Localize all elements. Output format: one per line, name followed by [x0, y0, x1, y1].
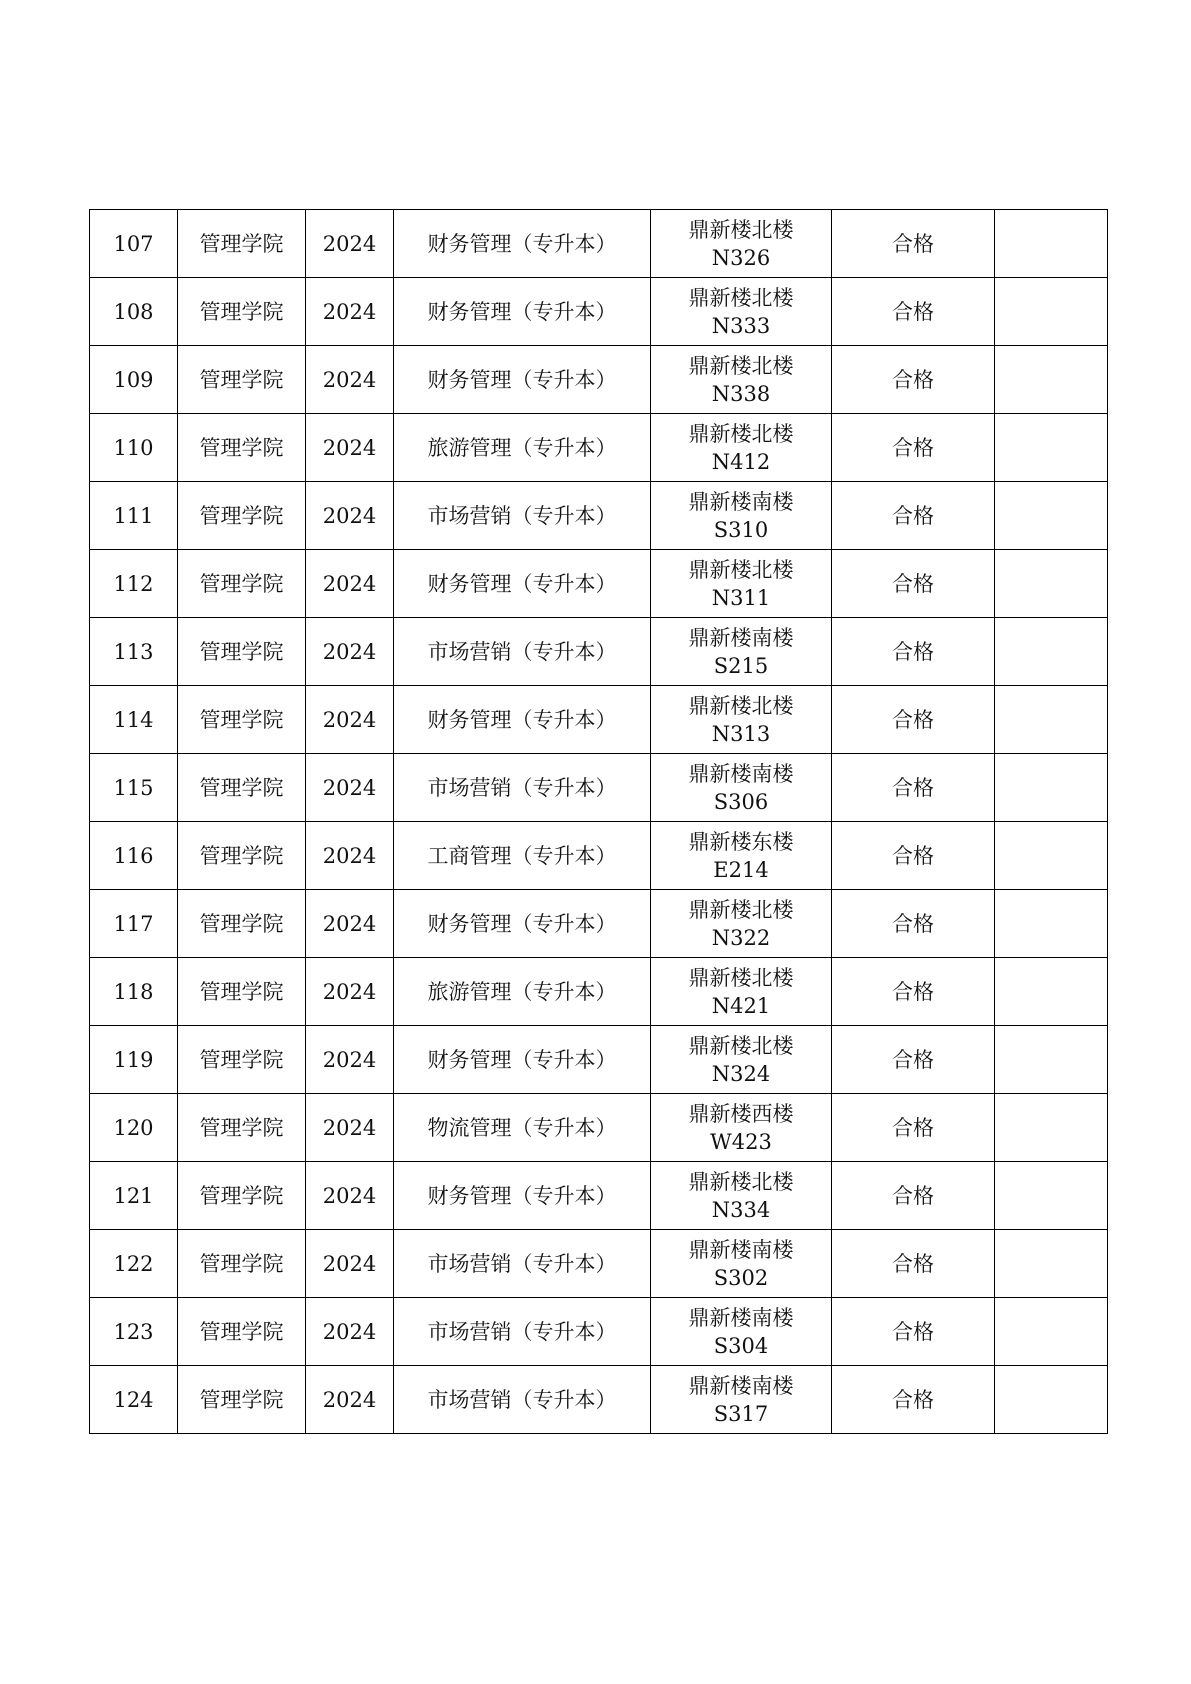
result-cell: 合格 — [832, 278, 995, 346]
college-cell: 管理学院 — [178, 958, 306, 1026]
year-cell: 2024 — [306, 210, 394, 278]
inspection-table — [89, 209, 1108, 1434]
college-cell: 管理学院 — [178, 686, 306, 754]
college-cell: 管理学院 — [178, 1162, 306, 1230]
result-cell: 合格 — [832, 890, 995, 958]
remark-cell — [995, 1230, 1108, 1298]
result-cell: 合格 — [832, 550, 995, 618]
major-cell: 市场营销（专升本） — [394, 618, 651, 686]
room-cell — [651, 482, 832, 550]
major-cell: 财务管理（专升本） — [394, 550, 651, 618]
room-number: S310 — [713, 517, 769, 542]
remark-cell — [995, 1026, 1108, 1094]
room-number: N313 — [711, 721, 771, 746]
remark-cell — [995, 958, 1108, 1026]
result-cell: 合格 — [832, 754, 995, 822]
table-row — [90, 890, 1108, 958]
year-cell: 2024 — [306, 346, 394, 414]
room-cell — [651, 890, 832, 958]
room-cell — [651, 1366, 832, 1434]
row-number-cell: 107 — [90, 210, 178, 278]
major-cell: 财务管理（专升本） — [394, 1026, 651, 1094]
result-cell: 合格 — [832, 414, 995, 482]
building-name: 鼎新楼北楼 — [688, 693, 794, 718]
room-cell — [651, 1094, 832, 1162]
building-name: 鼎新楼北楼 — [688, 353, 794, 378]
room-cell — [651, 550, 832, 618]
room-number: N421 — [711, 993, 771, 1018]
table-row — [90, 1094, 1108, 1162]
building-name: 鼎新楼南楼 — [688, 625, 794, 650]
college-cell: 管理学院 — [178, 754, 306, 822]
room-number: N334 — [711, 1197, 771, 1222]
college-cell: 管理学院 — [178, 1298, 306, 1366]
year-cell: 2024 — [306, 482, 394, 550]
room-cell — [651, 1298, 832, 1366]
building-name: 鼎新楼东楼 — [688, 829, 794, 854]
college-cell: 管理学院 — [178, 550, 306, 618]
room-number: N326 — [711, 245, 771, 270]
row-number-cell: 111 — [90, 482, 178, 550]
room-cell — [651, 1230, 832, 1298]
row-number-cell: 124 — [90, 1366, 178, 1434]
result-cell: 合格 — [832, 822, 995, 890]
major-cell: 市场营销（专升本） — [394, 1230, 651, 1298]
result-cell: 合格 — [832, 958, 995, 1026]
table-row — [90, 686, 1108, 754]
row-number-cell: 118 — [90, 958, 178, 1026]
room-cell — [651, 822, 832, 890]
remark-cell — [995, 210, 1108, 278]
table-row — [90, 414, 1108, 482]
table-row — [90, 346, 1108, 414]
major-cell: 财务管理（专升本） — [394, 346, 651, 414]
major-cell: 市场营销（专升本） — [394, 1366, 651, 1434]
building-name: 鼎新楼南楼 — [688, 1373, 794, 1398]
remark-cell — [995, 1366, 1108, 1434]
year-cell: 2024 — [306, 1298, 394, 1366]
table-row — [90, 822, 1108, 890]
remark-cell — [995, 1162, 1108, 1230]
room-number: N324 — [711, 1061, 771, 1086]
table-row — [90, 754, 1108, 822]
college-cell: 管理学院 — [178, 1366, 306, 1434]
year-cell: 2024 — [306, 754, 394, 822]
row-number-cell: 108 — [90, 278, 178, 346]
row-number-cell: 121 — [90, 1162, 178, 1230]
major-cell: 市场营销（专升本） — [394, 754, 651, 822]
major-cell: 旅游管理（专升本） — [394, 958, 651, 1026]
building-name: 鼎新楼南楼 — [688, 489, 794, 514]
remark-cell — [995, 686, 1108, 754]
room-number: S304 — [713, 1333, 769, 1358]
major-cell: 旅游管理（专升本） — [394, 414, 651, 482]
remark-cell — [995, 550, 1108, 618]
building-name: 鼎新楼南楼 — [688, 1305, 794, 1330]
room-cell — [651, 754, 832, 822]
row-number-cell: 117 — [90, 890, 178, 958]
table-row — [90, 210, 1108, 278]
building-name: 鼎新楼北楼 — [688, 285, 794, 310]
college-cell: 管理学院 — [178, 618, 306, 686]
table-row — [90, 278, 1108, 346]
college-cell: 管理学院 — [178, 822, 306, 890]
row-number-cell: 109 — [90, 346, 178, 414]
college-cell: 管理学院 — [178, 1026, 306, 1094]
result-cell: 合格 — [832, 482, 995, 550]
major-cell: 财务管理（专升本） — [394, 278, 651, 346]
table-body — [90, 210, 1108, 1434]
building-name: 鼎新楼南楼 — [688, 761, 794, 786]
remark-cell — [995, 618, 1108, 686]
room-number: W423 — [710, 1129, 772, 1154]
result-cell: 合格 — [832, 1026, 995, 1094]
building-name: 鼎新楼北楼 — [688, 421, 794, 446]
room-number: S306 — [713, 789, 769, 814]
result-cell: 合格 — [832, 618, 995, 686]
row-number-cell: 119 — [90, 1026, 178, 1094]
room-cell — [651, 686, 832, 754]
table-row — [90, 1230, 1108, 1298]
college-cell: 管理学院 — [178, 414, 306, 482]
row-number-cell: 120 — [90, 1094, 178, 1162]
college-cell: 管理学院 — [178, 482, 306, 550]
table-row — [90, 618, 1108, 686]
remark-cell — [995, 754, 1108, 822]
remark-cell — [995, 346, 1108, 414]
table-row — [90, 1162, 1108, 1230]
row-number-cell: 123 — [90, 1298, 178, 1366]
room-number: S215 — [713, 653, 769, 678]
major-cell: 财务管理（专升本） — [394, 210, 651, 278]
major-cell: 物流管理（专升本） — [394, 1094, 651, 1162]
row-number-cell: 112 — [90, 550, 178, 618]
year-cell: 2024 — [306, 278, 394, 346]
remark-cell — [995, 1094, 1108, 1162]
row-number-cell: 110 — [90, 414, 178, 482]
room-number: S302 — [713, 1265, 769, 1290]
building-name: 鼎新楼北楼 — [688, 1169, 794, 1194]
year-cell: 2024 — [306, 686, 394, 754]
room-number: N311 — [711, 585, 771, 610]
table-row — [90, 550, 1108, 618]
building-name: 鼎新楼北楼 — [688, 897, 794, 922]
table-row — [90, 482, 1108, 550]
year-cell: 2024 — [306, 958, 394, 1026]
remark-cell — [995, 1298, 1108, 1366]
result-cell: 合格 — [832, 686, 995, 754]
college-cell: 管理学院 — [178, 1230, 306, 1298]
room-number: N333 — [711, 313, 771, 338]
major-cell: 市场营销（专升本） — [394, 482, 651, 550]
year-cell: 2024 — [306, 618, 394, 686]
room-number: E214 — [713, 857, 769, 882]
remark-cell — [995, 278, 1108, 346]
remark-cell — [995, 822, 1108, 890]
room-cell — [651, 210, 832, 278]
row-number-cell: 115 — [90, 754, 178, 822]
row-number-cell: 122 — [90, 1230, 178, 1298]
college-cell: 管理学院 — [178, 890, 306, 958]
result-cell: 合格 — [832, 1162, 995, 1230]
college-cell: 管理学院 — [178, 1094, 306, 1162]
major-cell: 财务管理（专升本） — [394, 686, 651, 754]
building-name: 鼎新楼北楼 — [688, 557, 794, 582]
result-cell: 合格 — [832, 1298, 995, 1366]
row-number-cell: 116 — [90, 822, 178, 890]
table-row — [90, 1366, 1108, 1434]
year-cell: 2024 — [306, 1230, 394, 1298]
table-row — [90, 958, 1108, 1026]
room-number: N412 — [711, 449, 771, 474]
room-cell — [651, 1026, 832, 1094]
major-cell: 财务管理（专升本） — [394, 1162, 651, 1230]
room-cell — [651, 958, 832, 1026]
result-cell: 合格 — [832, 346, 995, 414]
room-cell — [651, 1162, 832, 1230]
building-name: 鼎新楼北楼 — [688, 1033, 794, 1058]
result-cell: 合格 — [832, 210, 995, 278]
room-cell — [651, 346, 832, 414]
year-cell: 2024 — [306, 414, 394, 482]
year-cell: 2024 — [306, 822, 394, 890]
year-cell: 2024 — [306, 550, 394, 618]
college-cell: 管理学院 — [178, 278, 306, 346]
building-name: 鼎新楼北楼 — [688, 217, 794, 242]
major-cell: 财务管理（专升本） — [394, 890, 651, 958]
year-cell: 2024 — [306, 1366, 394, 1434]
remark-cell — [995, 482, 1108, 550]
result-cell: 合格 — [832, 1230, 995, 1298]
building-name: 鼎新楼西楼 — [688, 1101, 794, 1126]
college-cell: 管理学院 — [178, 210, 306, 278]
year-cell: 2024 — [306, 1026, 394, 1094]
year-cell: 2024 — [306, 1162, 394, 1230]
building-name: 鼎新楼北楼 — [688, 965, 794, 990]
room-cell — [651, 618, 832, 686]
year-cell: 2024 — [306, 1094, 394, 1162]
remark-cell — [995, 414, 1108, 482]
major-cell: 工商管理（专升本） — [394, 822, 651, 890]
row-number-cell: 114 — [90, 686, 178, 754]
row-number-cell: 113 — [90, 618, 178, 686]
room-number: N338 — [711, 381, 771, 406]
room-number: N322 — [711, 925, 771, 950]
building-name: 鼎新楼南楼 — [688, 1237, 794, 1262]
result-cell: 合格 — [832, 1366, 995, 1434]
remark-cell — [995, 890, 1108, 958]
major-cell: 市场营销（专升本） — [394, 1298, 651, 1366]
table-row — [90, 1298, 1108, 1366]
room-number: S317 — [713, 1401, 769, 1426]
table-row — [90, 1026, 1108, 1094]
room-cell — [651, 278, 832, 346]
college-cell: 管理学院 — [178, 346, 306, 414]
room-cell — [651, 414, 832, 482]
year-cell: 2024 — [306, 890, 394, 958]
result-cell: 合格 — [832, 1094, 995, 1162]
